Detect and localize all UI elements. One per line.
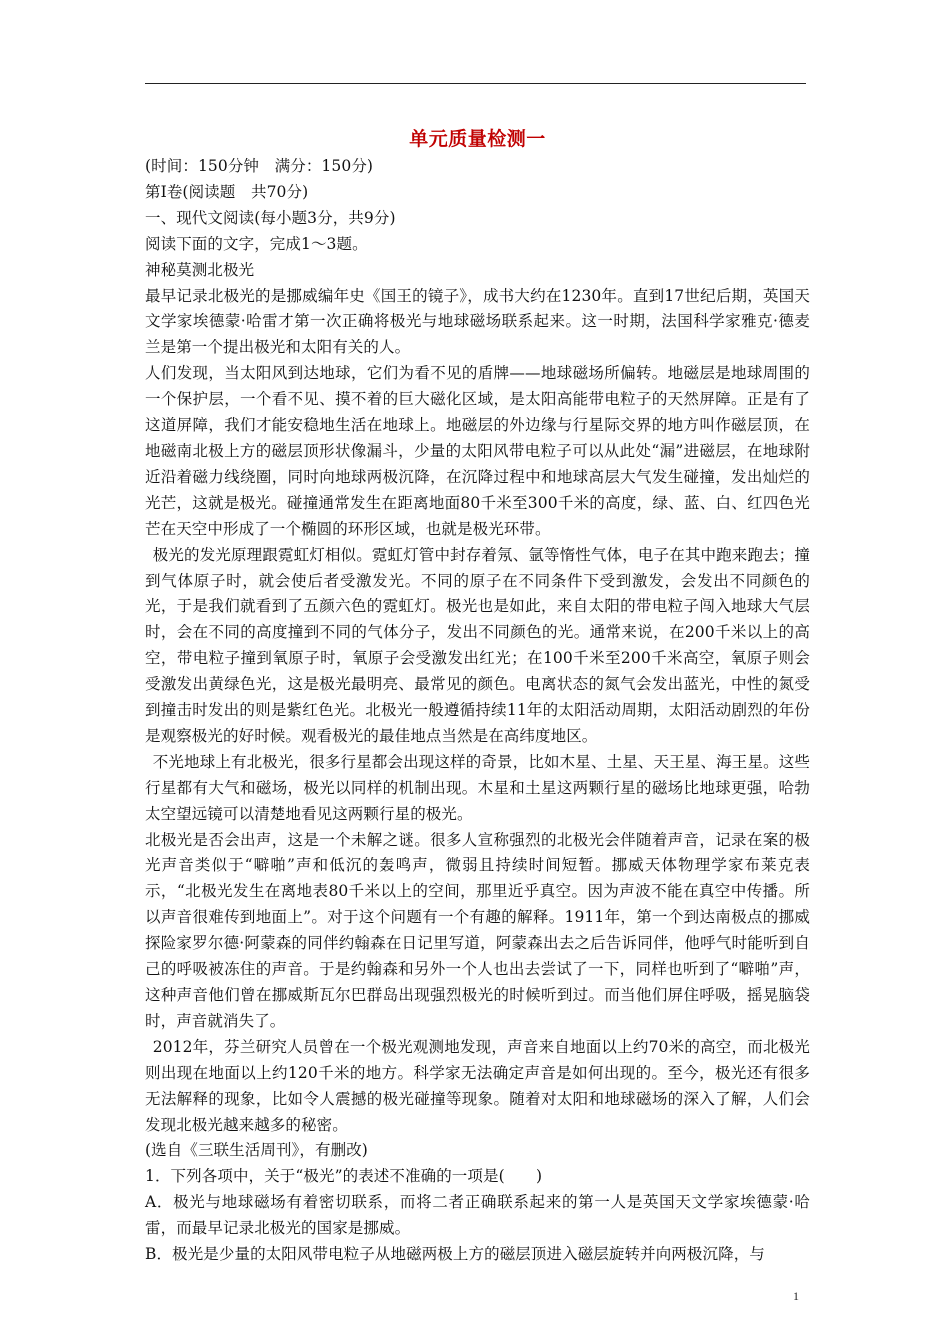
article-paragraph-1: 最早记录北极光的是挪威编年史《国王的镜子》，成书大约在1230年。直到17世纪后期，英国天文学家埃德蒙·哈雷才第一次正确将极光与地球磁场联系起来。这一时期，法国科学家雅克·德麦兰是第一个提出极光和太阳有关的人。 [145,286,810,357]
reading-instruction: 阅读下面的文字，完成1～3题。 [145,234,368,253]
article-paragraph-6: 2012年，芬兰研究人员曾在一个极光观测地发现，声音来自地面以上约70米的高空，而北极光则出现在地面以上约120千米的地方。科学家无法确定声音是如何出现的。至今，极光还有很多无法解释的现象，比如令人震撼的极光碰撞等现象。随着对太阳和地球磁场的深入了解，人们会发现北极光越来越多的秘密。 [145,1037,810,1134]
section-header: 第Ⅰ卷(阅读题 共70分) [145,182,309,201]
document-body [145,124,810,1268]
header-rule [145,83,806,84]
article-title: 神秘莫测北极光 [145,260,255,279]
question-1-option-b: B．极光是少量的太阳风带电粒子从地磁两极上方的磁层顶进入磁层旋转并向两极沉降，与 [145,1245,765,1264]
article-paragraph-4: 不光地球上有北极光，很多行星都会出现这样的奇景，比如木星、土星、天王星、海王星。这些行星都有大气和磁场，极光以同样的机制出现。木星和土星这两颗行星的磁场比地球更强，哈勃太空望远镜可以清楚地看见这两颗行星的极光。 [145,752,810,823]
question-1: 1．下列各项中，关于“极光”的表述不准确的一项是( ) [145,1167,543,1186]
question-1-option-a: A．极光与地球磁场有着密切联系，而将二者正确联系起来的第一人是英国天文学家埃德蒙·哈雷，而最早记录北极光的国家是挪威。 [145,1193,810,1238]
time-info: (时间：150分钟 满分：150分) [145,157,374,175]
part-header: 一、现代文阅读(每小题3分，共9分) [145,208,396,227]
article-paragraph-3: 极光的发光原理跟霓虹灯相似。霓虹灯管中封存着氖、氩等惰性气体，电子在其中跑来跑去；撞到气体原子时，就会使后者受激发光。不同的原子在不同条件下受到激发，会发出不同颜色的光，于是我们就看到了五颜六色的霓虹灯。极光也是如此，来自太阳的带电粒子闯入地球大气层时，会在不同的高度撞到不同的气体分子，发出不同颜色的光。通常来说，在200千米以上的高空，带电粒子撞到氧原子时，氧原子会受激发出红光；在100千米至200千米高空，氧原子则会受激发出黄绿色光，这是极光最明亮、最常见的颜色。电离状态的氮气会发出蓝光，中性的氮受到撞击时发出的则是紫红色光。北极光一般遵循持续11年的太阳活动周期，太阳活动剧烈的年份是观察极光的好时候。观看极光的最佳地点当然是在高纬度地区。 [145,545,810,745]
page-number: 1 [793,1289,799,1303]
article-paragraph-2: 人们发现，当太阳风到达地球，它们为看不见的盾牌——地球磁场所偏转。地磁层是地球周围的一个保护层，一个看不见、摸不着的巨大磁化区域，是太阳高能带电粒子的天然屏障。正是有了这道屏障，我们才能安稳地生活在地球上。地磁层的外边缘与行星际交界的地方叫作磁层顶，在地磁南北极上方的磁层顶形状像漏斗，少量的太阳风带电粒子可以从此处“漏”进磁层，在地球附近沿着磁力线绕圈，同时向地球两极沉降，在沉降过程中和地球高层大气发生碰撞，发出灿烂的光芒，这就是极光。碰撞通常发生在距离地面80千米至300千米的高度，绿、蓝、白、红四色光芒在天空中形成了一个椭圆的环形区域，也就是极光环带。 [145,364,810,538]
article-paragraph-5: 北极光是否会出声，这是一个未解之谜。很多人宣称强烈的北极光会伴随着声音，记录在案的极光声音类似于“噼啪”声和低沉的轰鸣声，微弱且持续时间短暂。挪威天体物理学家布莱克表示，“北极光发生在离地表80千米以上的空间，那里近乎真空。因为声波不能在真空中传播。所以声音很难传到地面上”。对于这个问题有一个有趣的解释。1911年，第一个到达南极点的挪威探险家罗尔德·阿蒙森的同伴约翰森在日记里写道，阿蒙森出去之后告诉同伴，他呼气时能听到自己的呼吸被冻住的声音。于是约翰森和另外一个人也出去尝试了一下，同样也听到了“噼啪”声，这种声音他们曾在挪威斯瓦尔巴群岛出现强烈极光的时候听到过。而当他们屏住呼吸，摇晃脑袋时，声音就消失了。 [145,830,810,1030]
article-source: (选自《三联生活周刊》，有删改) [145,1141,368,1160]
exam-title: 单元质量检测一 [409,128,546,150]
